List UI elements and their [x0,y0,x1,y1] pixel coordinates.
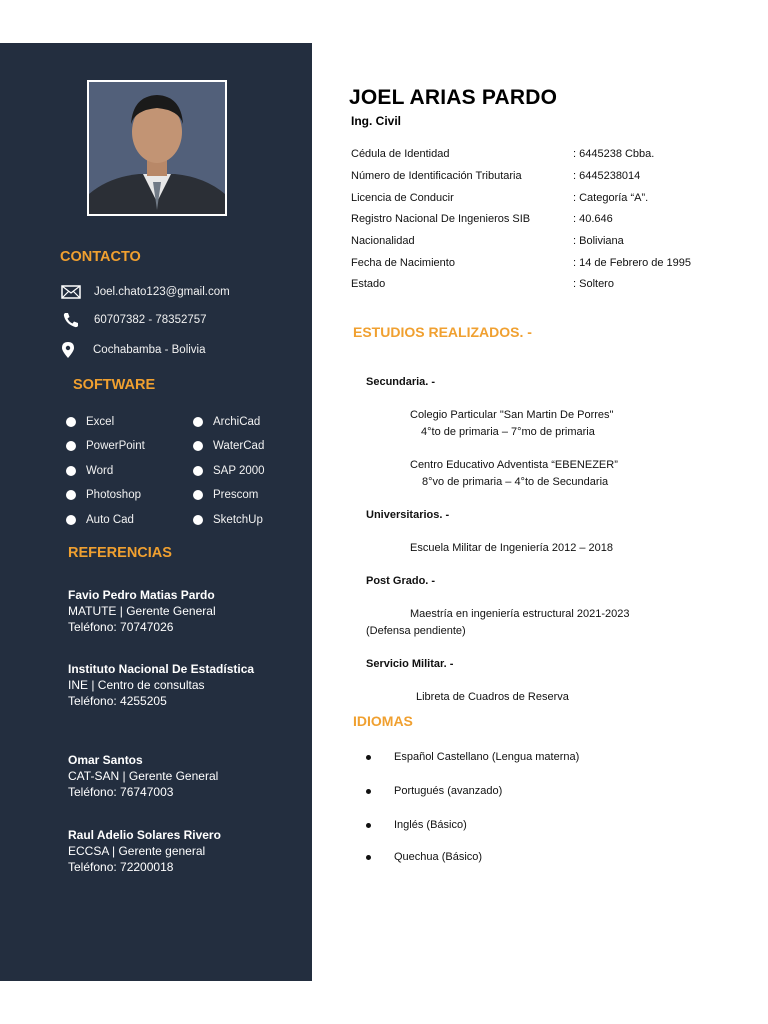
reference-item [68,587,216,635]
info-value: : 6445238014 [573,170,641,182]
info-row [351,192,731,208]
contact-email[interactable] [60,284,230,300]
software-item: ArchiCad [193,416,260,428]
info-label: Número de Identificación Tributaria [351,170,522,182]
reference-name: Omar Santos [68,753,143,767]
school-name: Centro Educativo Adventista “EBENEZER” [410,459,618,471]
reference-role: MATUTE | Gerente General [68,604,216,618]
bullet-icon [66,417,76,427]
reference-role: CAT-SAN | Gerente General [68,769,219,783]
software-item: Prescom [193,489,258,501]
bullet-icon [366,755,371,760]
bullet-icon [193,441,203,451]
bullet-icon [193,466,203,476]
universitarios-heading: Universitarios. - [366,509,450,521]
info-row [351,148,731,164]
sidebar [0,43,312,981]
reference-role: INE | Centro de consultas [68,678,205,692]
bullet-icon [66,441,76,451]
info-value: : Boliviana [573,235,624,247]
phone-icon [60,312,82,328]
software-item: SketchUp [193,514,263,526]
postgrado-detail: Maestría en ingeniería estructural 2021-2023 [410,608,630,620]
profile-photo-image [89,82,225,214]
reference-item [68,752,218,800]
contact-location-text: Cochabamba - Bolivia [93,344,206,356]
reference-item [68,661,254,709]
profile-photo [87,80,227,216]
reference-phone: Teléfono: 4255205 [68,694,167,708]
info-value: : Categoría “A”. [573,192,649,204]
reference-role: ECCSA | Gerente general [68,844,206,858]
info-row [351,213,731,229]
info-value: : 14 de Febrero de 1995 [573,257,692,269]
software-item: Excel [66,416,114,428]
contact-phone[interactable] [60,312,207,328]
info-label: Fecha de Nacimiento [351,257,455,269]
reference-name: Instituto Nacional De Estadística [68,662,255,676]
software-item: WaterCad [193,440,264,452]
info-label: Registro Nacional De Ingenieros SIB [351,213,531,225]
school-detail: 8°vo de primaria – 4°to de Secundaria [422,476,609,488]
info-row [351,235,731,251]
postgrado-heading: Post Grado. - [366,575,436,587]
info-row [351,170,731,186]
postgrado-note: (Defensa pendiente) [366,625,466,637]
bullet-icon [193,515,203,525]
software-item: Photoshop [66,489,141,501]
language-item: Portugués (avanzado) [366,785,502,797]
reference-phone: Teléfono: 72200018 [68,860,174,874]
candidate-name: JOEL ARIAS PARDO [349,86,558,109]
info-value: : 40.646 [573,213,613,225]
info-label: Licencia de Conducir [351,192,454,204]
software-item: Auto Cad [66,514,134,526]
location-pin-icon [60,342,76,358]
info-label: Cédula de Identidad [351,148,450,160]
info-row [351,278,731,294]
info-label: Nacionalidad [351,235,415,247]
bullet-icon [66,466,76,476]
language-item: Inglés (Básico) [366,819,467,831]
software-item: Word [66,465,113,477]
info-label: Estado [351,278,386,290]
contact-location [60,342,206,358]
bullet-icon [366,823,371,828]
bullet-icon [193,417,203,427]
candidate-title: Ing. Civil [351,114,402,128]
bullet-icon [66,490,76,500]
referencias-heading: REFERENCIAS [68,545,172,561]
software-heading: SOFTWARE [73,377,156,393]
reference-phone: Teléfono: 76747003 [68,785,174,799]
servicio-detail: Libreta de Cuadros de Reserva [416,691,569,703]
school-name: Colegio Particular "San Martin De Porres" [410,409,614,421]
info-value: : 6445238 Cbba. [573,148,655,160]
estudios-heading: ESTUDIOS REALIZADOS. - [353,324,532,340]
school-detail: 4°to de primaria – 7°mo de primaria [421,426,595,438]
contact-phone-text: 60707382 - 78352757 [94,314,207,326]
mail-icon [60,284,82,300]
bullet-icon [193,490,203,500]
secundaria-heading: Secundaria. - [366,376,436,388]
university-detail: Escuela Militar de Ingeniería 2012 – 2018 [410,542,614,554]
language-item: Español Castellano (Lengua materna) [366,751,579,763]
servicio-heading: Servicio Militar. - [366,658,454,670]
idiomas-heading: IDIOMAS [353,713,413,729]
software-item: PowerPoint [66,440,145,452]
bullet-icon [366,855,371,860]
contacto-heading: CONTACTO [60,249,141,265]
bullet-icon [366,789,371,794]
bullet-icon [66,515,76,525]
reference-name: Raul Adelio Solares Rivero [68,828,221,842]
reference-item [68,827,221,875]
language-item: Quechua (Básico) [366,851,482,863]
info-value: : Soltero [573,278,614,290]
software-item: SAP 2000 [193,465,265,477]
reference-name: Favio Pedro Matias Pardo [68,588,215,602]
info-row [351,257,731,273]
reference-phone: Teléfono: 70747026 [68,620,174,634]
contact-email-text: Joel.chato123@gmail.com [94,286,230,298]
